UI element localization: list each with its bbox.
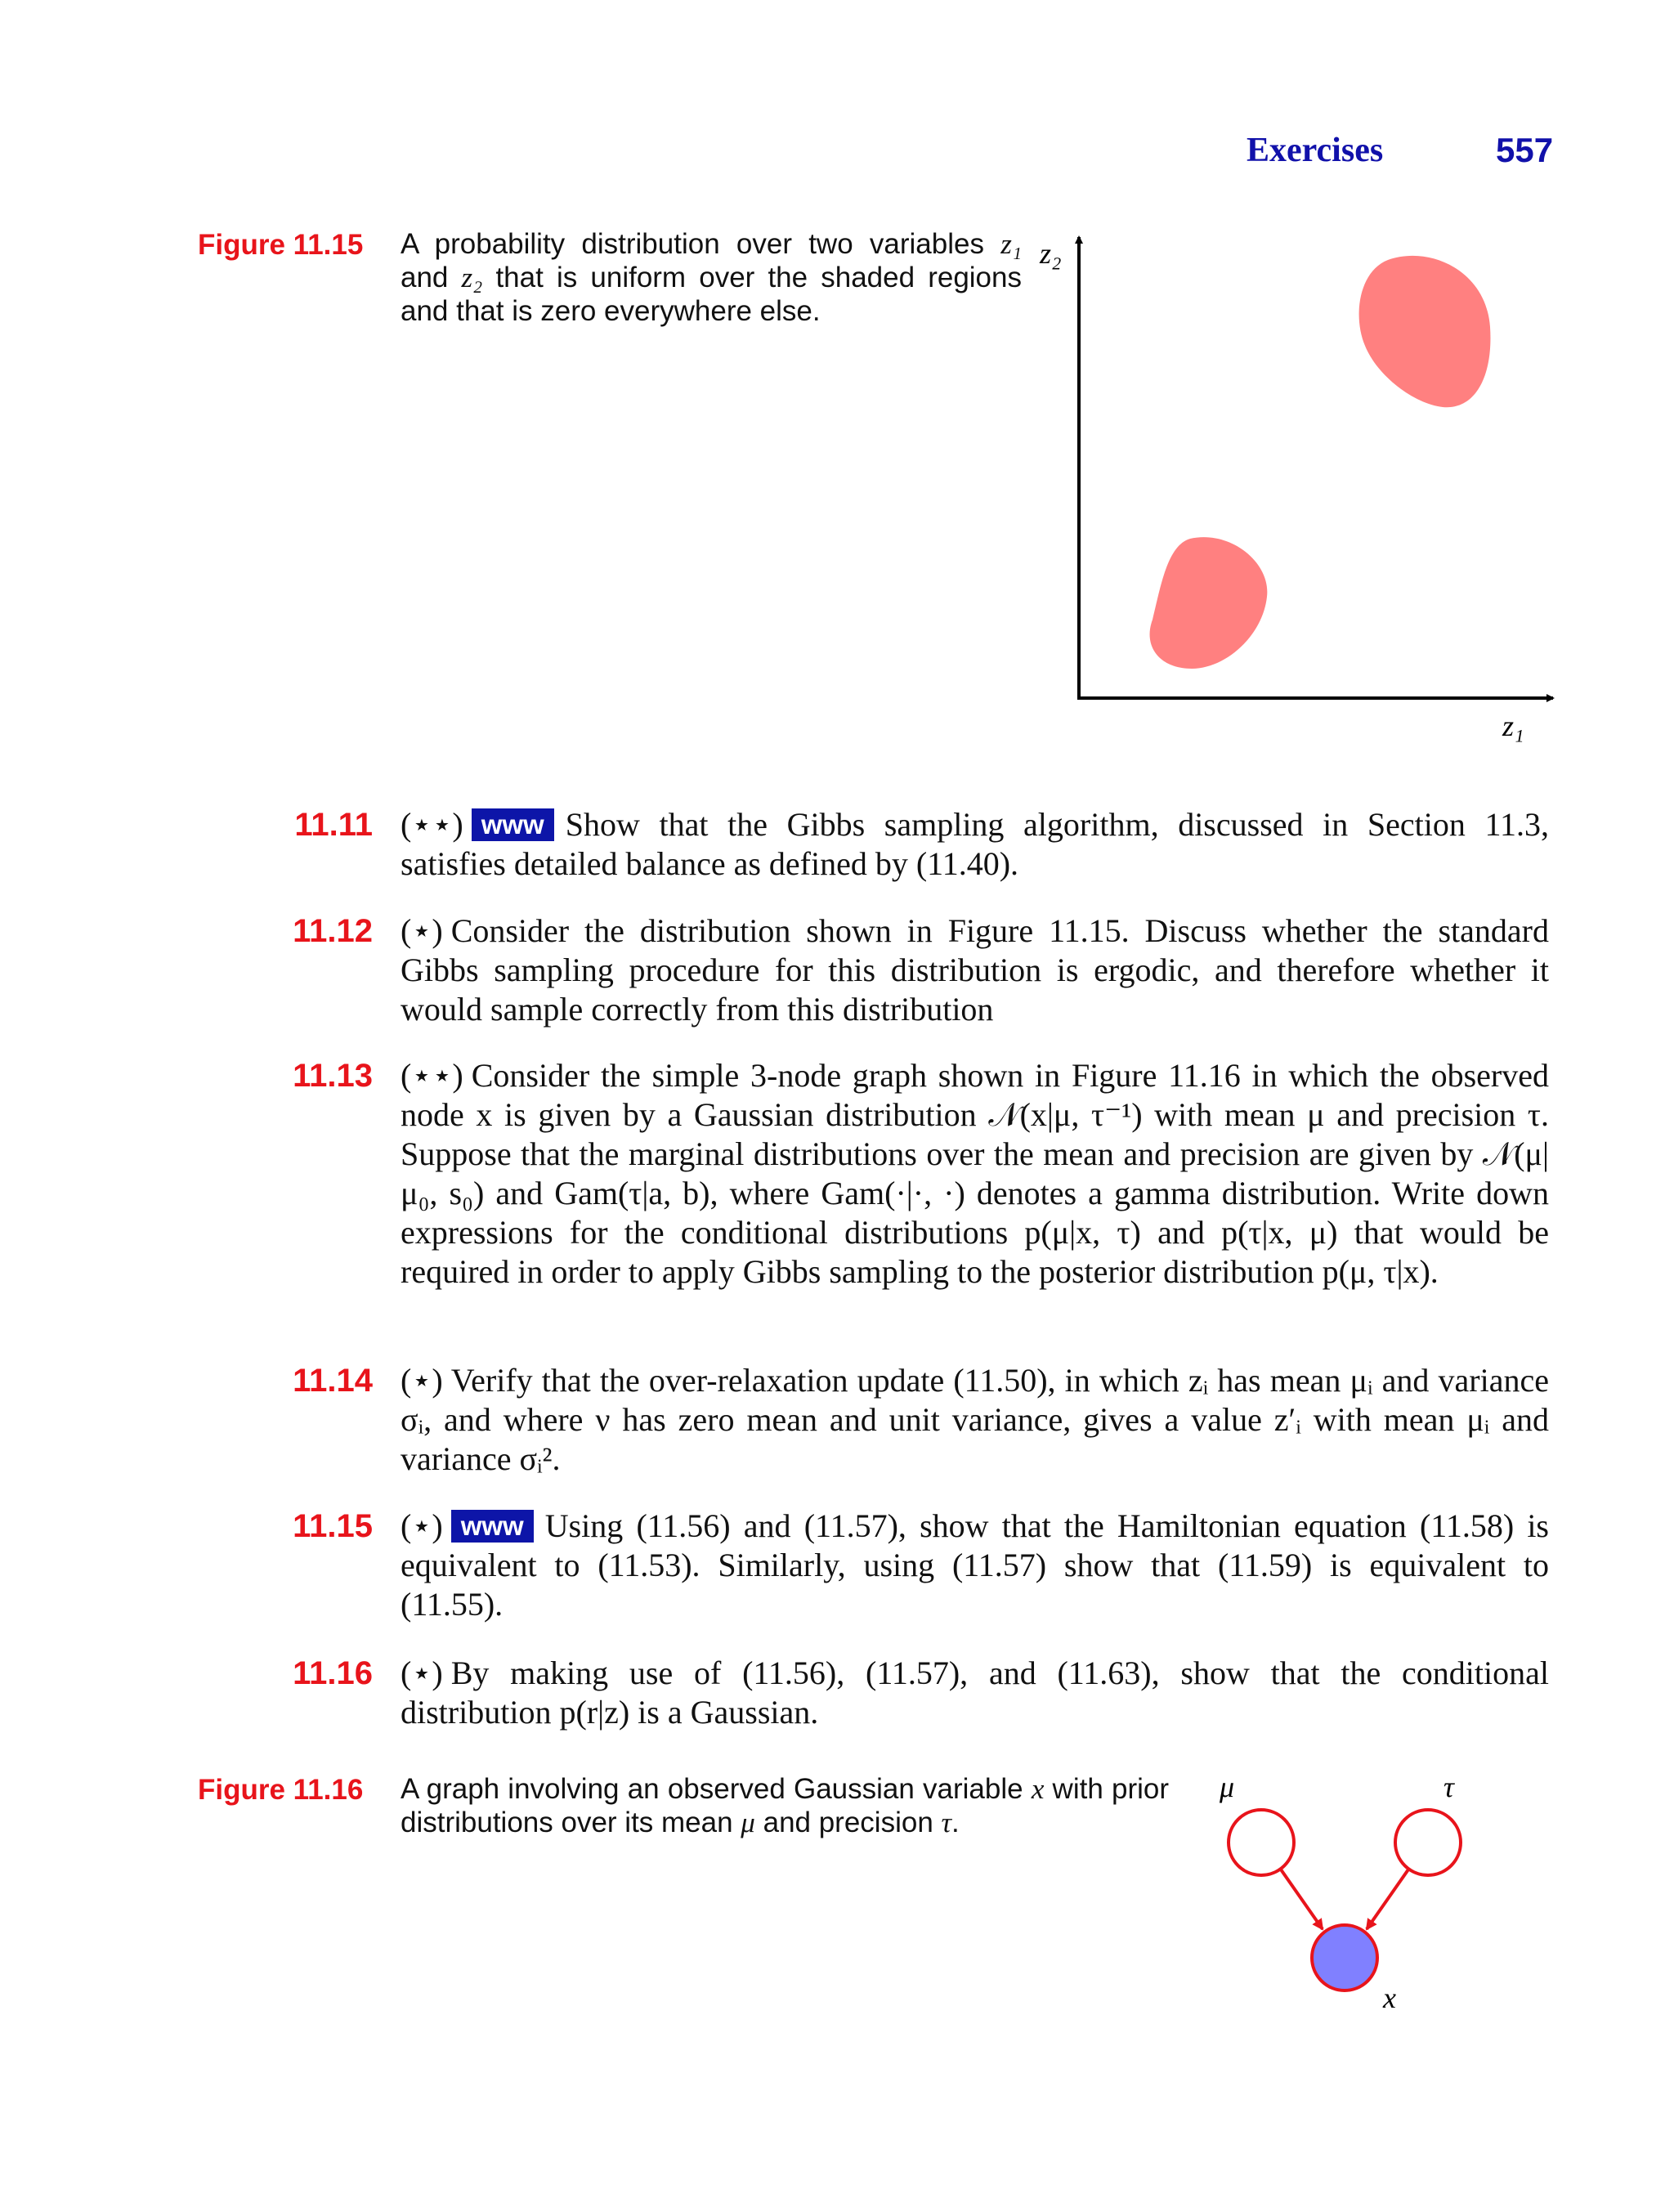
exercise-body bbox=[401, 911, 1549, 1029]
node-label-x: x bbox=[1383, 1981, 1396, 2014]
exercise-text: Using (11.56) and (11.57), show that the Hamiltonian equation (11.58) is equivalent to (11.53). Similarly, using (11.57) show that (11.59) is equivalent to (11.55). bbox=[401, 1507, 1549, 1623]
exercise-body bbox=[401, 805, 1549, 884]
exercise-number: 11.12 bbox=[293, 913, 373, 949]
shaded-region-lower bbox=[1150, 537, 1268, 669]
exercise-text: Verify that the over-relaxation update (11.50), in which zᵢ has mean μᵢ and variance σᵢ, and where ν has zero mean and unit variance, gives a value z′ᵢ with mean μᵢ and variance σᵢ². bbox=[401, 1362, 1549, 1477]
figure-11-16-graph bbox=[1193, 1758, 1488, 2019]
exercise-body bbox=[401, 1056, 1549, 1292]
caption-var-tau: τ bbox=[941, 1807, 952, 1838]
difficulty-stars: (⋆⋆) bbox=[401, 806, 463, 843]
caption-text: A graph involving an observed Gaussian variable bbox=[401, 1773, 1032, 1805]
exercise-text: By making use of (11.56), (11.57), and (11.63), show that the conditional distribution p(r|z) is a Gaussian. bbox=[401, 1655, 1549, 1731]
node-mu bbox=[1229, 1810, 1294, 1875]
page-number: 557 bbox=[1496, 131, 1554, 169]
exercise-body bbox=[401, 1361, 1549, 1479]
figure-11-16-caption bbox=[401, 1772, 1169, 1839]
page-header bbox=[0, 131, 1674, 180]
caption-var-z1: z₁ bbox=[1000, 228, 1022, 260]
difficulty-stars: (⋆) bbox=[401, 1507, 443, 1544]
exercise-number: 11.13 bbox=[293, 1058, 373, 1094]
shaded-region-upper bbox=[1359, 256, 1491, 407]
figure-11-15-plot bbox=[1030, 221, 1561, 744]
caption-text: . bbox=[951, 1807, 960, 1838]
www-solution-badge: www bbox=[451, 1510, 534, 1543]
difficulty-stars: (⋆) bbox=[401, 1655, 443, 1691]
difficulty-stars: (⋆) bbox=[401, 1362, 443, 1399]
caption-text: and precision bbox=[754, 1807, 942, 1838]
caption-text: that is uniform over the shaded regions and that is zero everywhere else. bbox=[401, 262, 1022, 327]
exercise-number: 11.16 bbox=[293, 1655, 373, 1691]
difficulty-stars: (⋆⋆) bbox=[401, 1057, 463, 1094]
node-x bbox=[1312, 1925, 1377, 1990]
www-solution-badge: www bbox=[472, 808, 554, 841]
y-axis-label: z₂ bbox=[1040, 237, 1062, 270]
node-tau bbox=[1395, 1810, 1461, 1875]
x-axis-label: z₁ bbox=[1502, 710, 1524, 742]
exercise-text: Consider the distribution shown in Figure 11.15. Discuss whether the standard Gibbs sampling procedure for this distribution is ergodic, and therefore whether it would sample correctly from this distribution bbox=[401, 912, 1549, 1028]
node-label-tau: τ bbox=[1443, 1771, 1454, 1803]
exercise-text: Consider the simple 3-node graph shown in Figure 11.16 in which the observed node x is given by a Gaussian distribution 𝒩(x|μ, τ⁻¹) with mean μ and precision τ. Suppose that the marginal distributions over the mean and precision are given by 𝒩(μ|μ₀, s₀) and Gam(τ|a, b), where Gam(·|·, ·) denotes a gamma distribution. Write down expressions for the conditional distributions p(μ|x, τ) and p(τ|x, μ) that would be required in order to apply Gibbs sampling to the posterior distribution p(μ, τ|x). bbox=[401, 1057, 1549, 1290]
figure-11-16-label: Figure 11.16 bbox=[198, 1774, 364, 1806]
figure-11-15-caption bbox=[401, 227, 1022, 328]
caption-var-x: x bbox=[1031, 1773, 1045, 1805]
node-label-mu: μ bbox=[1220, 1771, 1235, 1803]
figure-11-15-label: Figure 11.15 bbox=[198, 229, 364, 261]
edge-tau-to-x bbox=[1367, 1869, 1408, 1929]
exercise-body bbox=[401, 1654, 1549, 1732]
caption-text: and bbox=[401, 262, 462, 293]
caption-text: with prior distributions over its mean bbox=[401, 1773, 1169, 1838]
caption-var-z2: z₂ bbox=[461, 262, 483, 293]
exercise-number: 11.11 bbox=[294, 807, 373, 843]
exercise-body bbox=[401, 1507, 1549, 1624]
exercise-number: 11.14 bbox=[293, 1363, 373, 1399]
difficulty-stars: (⋆) bbox=[401, 912, 443, 949]
edge-mu-to-x bbox=[1281, 1869, 1323, 1929]
running-title: Exercises bbox=[1247, 132, 1384, 169]
caption-text: A probability distribution over two variables bbox=[401, 228, 1001, 260]
exercise-number: 11.15 bbox=[293, 1508, 373, 1544]
exercise-text: Show that the Gibbs sampling algorithm, discussed in Section 11.3, satisfies detailed balance as defined by (11.40). bbox=[401, 806, 1549, 882]
caption-var-mu: μ bbox=[741, 1807, 755, 1838]
